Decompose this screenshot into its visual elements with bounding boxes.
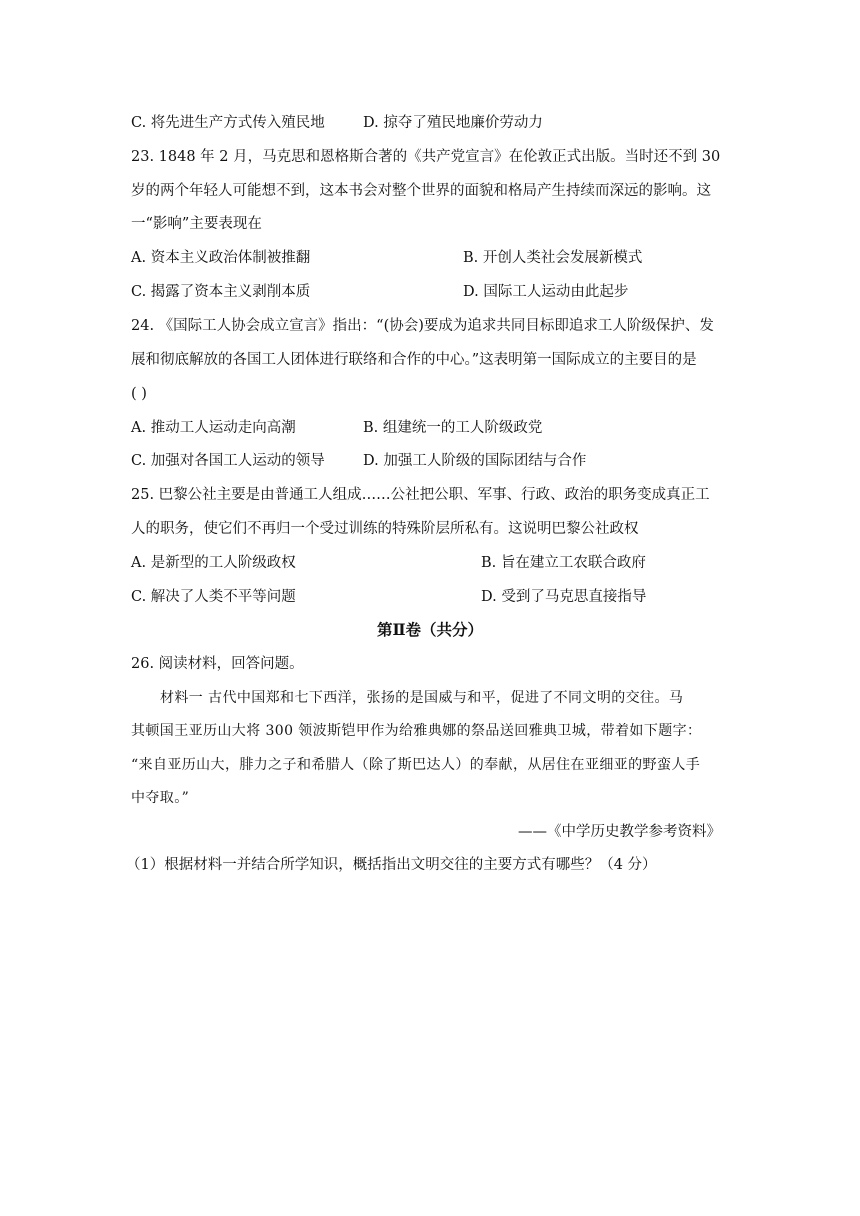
q23-option-b: B. 开创人类社会发展新模式 — [463, 250, 643, 266]
q25-stem-line-1: 25. 巴黎公社主要是由普通工人组成……公社把公职、军事、行政、政治的职务变成真正工 — [131, 487, 710, 503]
q24-option-c: C. 加强对各国工人运动的领导 — [131, 453, 325, 469]
q26-stem: 26. 阅读材料，回答问题。 — [131, 656, 304, 672]
q23-option-d: D. 国际工人运动由此起步 — [463, 284, 629, 300]
q25-option-a: A. 是新型的工人阶级政权 — [131, 555, 296, 571]
q26-subquestion-1: （1）根据材料一并结合所学知识，概括指出文明交往的主要方式有哪些？（4 分） — [126, 857, 657, 873]
q25-option-c: C. 解决了人类不平等问题 — [131, 589, 296, 605]
q24-option-d: D. 加强工人阶级的国际团结与合作 — [363, 453, 587, 469]
q24-option-b: B. 组建统一的工人阶级政党 — [363, 420, 543, 436]
q25-option-b: B. 旨在建立工农联合政府 — [481, 555, 646, 571]
prev-option-d: D. 掠夺了殖民地廉价劳动力 — [363, 115, 543, 131]
q24-answer-blank: ( ) — [131, 386, 147, 402]
q26-material-line-4: 中夺取。” — [131, 790, 190, 806]
prev-option-c: C. 将先进生产方式传入殖民地 — [131, 115, 325, 131]
q25-stem-line-2: 人的职务，使它们不再归一个受过训练的特殊阶层所私有。这说明巴黎公社政权 — [131, 521, 639, 537]
q23-stem-line-1: 23. 1848 年 2 月，马克思和恩格斯合著的《共产党宣言》在伦敦正式出版。当时还不到 30 — [131, 149, 721, 165]
q23-stem-line-2: 岁的两个年轻人可能想不到，这本书会对整个世界的面貌和格局产生持续而深远的影响。这 — [131, 183, 711, 199]
q25-option-d: D. 受到了马克思直接指导 — [481, 589, 647, 605]
q24-stem-line-2: 展和彻底解放的各国工人团体进行联络和合作的中心。”这表明第一国际成立的主要目的是 — [131, 352, 697, 368]
q23-option-a: A. 资本主义政治体制被推翻 — [131, 250, 311, 266]
q23-option-c: C. 揭露了资本主义剥削本质 — [131, 284, 311, 300]
q26-material-line-1: 材料一 古代中国郑和七下西洋，张扬的是国威与和平，促进了不同文明的交往。马 — [160, 690, 684, 706]
q26-material-line-2: 其顿国王亚历山大将 300 领波斯铠甲作为给雅典娜的祭品送回雅典卫城，带着如下题字： — [131, 723, 702, 739]
q24-option-a: A. 推动工人运动走向高潮 — [131, 420, 296, 436]
q26-material-source: ——《中学历史教学参考资料》 — [518, 824, 721, 840]
q24-stem-line-1: 24. 《国际工人协会成立宣言》指出：“(协会)要成为追求共同目标即追求工人阶级保护、发 — [131, 318, 714, 334]
q23-stem-line-3: 一“影响”主要表现在 — [131, 216, 262, 232]
section-title: 第Ⅱ卷（共分） — [376, 620, 484, 639]
q26-material-line-3: “来自亚历山大，腓力之子和希腊人（除了斯巴达人）的奉献，从居住在亚细亚的野蛮人手 — [131, 757, 701, 773]
